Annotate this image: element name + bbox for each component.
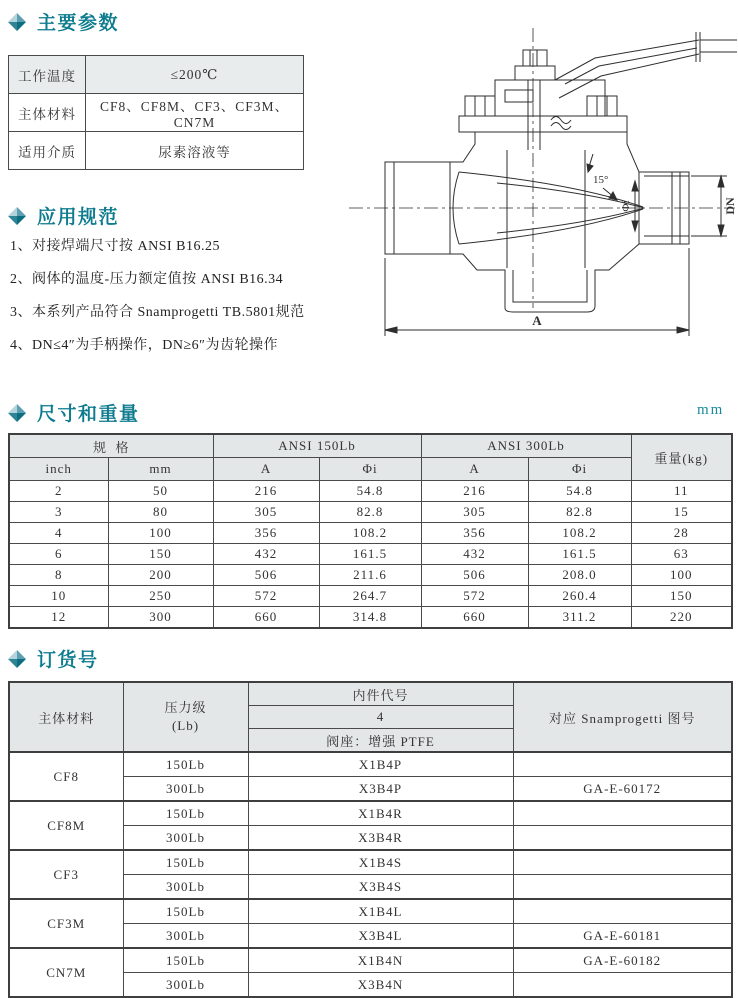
dim-cell: 100 [631,565,732,586]
order-ga-cell [513,973,732,998]
dim-cell: 432 [213,544,319,565]
order-row [9,948,732,973]
ord-header-pressure-line1: 压力级 [164,700,207,716]
section-diamond-icon [8,650,26,668]
param-value: 尿素溶液等 [86,132,304,170]
dim-cell: 8 [9,565,108,586]
order-pressure-cell: 150Lb [123,850,248,875]
dim-cell: 572 [213,586,319,607]
order-pressure-cell: 300Lb [123,924,248,949]
dim-cell: 660 [421,607,528,629]
dim-cell: 63 [631,544,732,565]
dim-cell: 216 [421,481,528,502]
dim-cell: 250 [108,586,213,607]
order-code-cell: X1B4S [248,850,513,875]
order-pressure-cell: 150Lb [123,899,248,924]
dim-cell: 216 [213,481,319,502]
section-header-specs [8,202,119,229]
dim-cell: 432 [421,544,528,565]
dim-row [9,544,732,565]
dim-cell: 12 [9,607,108,629]
dim-cell: 356 [213,523,319,544]
spec-item: 4、DN≤4″为手柄操作，DN≥6″为齿轮操作 [10,338,278,353]
section-title-dimensions: 尺寸和重量 [37,404,140,425]
dim-cell: 3 [9,502,108,523]
dim-cell: 54.8 [319,481,421,502]
section-title-ordering: 订货号 [37,650,99,671]
dim-row [9,502,732,523]
dim-cell: 506 [421,565,528,586]
dim-cell: 260.4 [528,586,631,607]
ord-header-trim-seat: 阀座：增强 PTFE [248,729,513,753]
dim-cell: 15 [631,502,732,523]
dim-cell: 6 [9,544,108,565]
dim-cell: 305 [421,502,528,523]
dim-subheader-row [9,458,732,481]
order-ga-cell [513,801,732,826]
order-code-cell: X3B4S [248,875,513,900]
order-ga-cell: GA-E-60182 [513,948,732,973]
order-material-cell: CF8 [9,752,123,801]
dim-cell: 161.5 [319,544,421,565]
drawing-dn-label: DN [723,197,737,215]
dim-cell: 82.8 [528,502,631,523]
dim-subheader: mm [108,458,213,481]
dim-cell: 200 [108,565,213,586]
dim-row [9,523,732,544]
ord-header-row [9,682,732,706]
dim-cell: 311.2 [528,607,631,629]
dim-cell: 161.5 [528,544,631,565]
dim-cell: 11 [631,481,732,502]
ord-header-pressure-line2: (Lb) [171,718,200,733]
dim-cell: 28 [631,523,732,544]
order-pressure-cell: 300Lb [123,826,248,851]
dim-cell: 211.6 [319,565,421,586]
drawing-bore-label: Φi [620,200,632,212]
param-label: 主体材料 [9,94,86,132]
order-code-cell: X3B4L [248,924,513,949]
order-code-cell: X3B4P [248,777,513,802]
spec-item: 3、本系列产品符合 Snamprogetti TB.5801规范 [10,305,305,320]
dim-cell: 264.7 [319,586,421,607]
section-diamond-icon [8,404,26,422]
order-pressure-cell: 150Lb [123,752,248,777]
dim-subheader: Φi [528,458,631,481]
dim-subheader: A [421,458,528,481]
order-row [9,752,732,777]
param-value: ≤200℃ [86,56,304,94]
dim-cell: 660 [213,607,319,629]
ord-header-trim-title: 内件代号 [248,682,513,706]
dim-header-ansi300: ANSI 300Lb [421,434,631,458]
order-pressure-cell: 150Lb [123,801,248,826]
spec-list [10,235,305,367]
section-header-params [8,8,119,35]
dim-cell: 305 [213,502,319,523]
dim-cell: 108.2 [528,523,631,544]
order-code-cell: X3B4R [248,826,513,851]
dim-cell: 82.8 [319,502,421,523]
dimensions-table-body [9,481,732,629]
dim-cell: 314.8 [319,607,421,629]
dim-row [9,586,732,607]
order-ga-cell: GA-E-60172 [513,777,732,802]
ordering-table [8,681,733,998]
spec-item: 1、对接焊端尺寸按 ANSI B16.25 [10,239,221,254]
dim-cell: 100 [108,523,213,544]
dim-cell: 4 [9,523,108,544]
dim-header-row [9,434,732,458]
dim-cell: 150 [108,544,213,565]
order-ga-cell [513,752,732,777]
dim-header-spec: 规 格 [9,434,213,458]
order-pressure-cell: 300Lb [123,777,248,802]
params-row [9,94,304,132]
dim-cell: 220 [631,607,732,629]
dim-subheader: inch [9,458,108,481]
order-ga-cell: GA-E-60181 [513,924,732,949]
dim-cell: 506 [213,565,319,586]
dim-cell: 150 [631,586,732,607]
order-code-cell: X1B4N [248,948,513,973]
order-pressure-cell: 300Lb [123,875,248,900]
dim-cell: 300 [108,607,213,629]
order-code-cell: X1B4R [248,801,513,826]
dimensions-unit-label: mm [697,402,725,418]
order-pressure-cell: 150Lb [123,948,248,973]
dimensions-table [8,433,733,629]
ord-header-material: 主体材料 [9,682,123,752]
dim-header-weight: 重量(kg) [631,434,732,481]
drawing-angle-label: 15° [593,174,609,186]
section-header-ordering [8,645,99,672]
valve-drawing [347,20,737,357]
dim-cell: 208.0 [528,565,631,586]
order-material-cell: CN7M [9,948,123,997]
dim-cell: 108.2 [319,523,421,544]
drawing-length-label: A [532,313,542,328]
section-title-params: 主要参数 [37,13,120,34]
order-code-cell: X1B4P [248,752,513,777]
order-code-cell: X1B4L [248,899,513,924]
order-ga-cell [513,826,732,851]
dim-cell: 54.8 [528,481,631,502]
order-ga-cell [513,850,732,875]
dim-subheader: A [213,458,319,481]
params-row [9,132,304,170]
order-row [9,801,732,826]
ord-header-pressure [123,682,248,752]
order-ga-cell [513,875,732,900]
order-ga-cell [513,899,732,924]
dim-cell: 2 [9,481,108,502]
section-diamond-icon [8,13,26,31]
order-pressure-cell: 300Lb [123,973,248,998]
dim-cell: 572 [421,586,528,607]
dim-cell: 356 [421,523,528,544]
order-code-cell: X3B4N [248,973,513,998]
dim-row [9,607,732,629]
ord-header-trim-code: 4 [248,706,513,729]
params-row [9,56,304,94]
dim-cell: 80 [108,502,213,523]
section-diamond-icon [8,207,26,225]
section-header-dimensions [8,399,140,426]
params-table [8,55,304,170]
param-label: 工作温度 [9,56,86,94]
order-material-cell: CF3M [9,899,123,948]
order-row [9,850,732,875]
ordering-table-body [9,752,732,997]
dim-row [9,565,732,586]
dim-row [9,481,732,502]
param-label: 适用介质 [9,132,86,170]
dim-cell: 10 [9,586,108,607]
spec-item: 2、阀体的温度-压力额定值按 ANSI B16.34 [10,272,284,287]
order-row [9,899,732,924]
dim-header-ansi150: ANSI 150Lb [213,434,421,458]
order-material-cell: CF8M [9,801,123,850]
dim-subheader: Φi [319,458,421,481]
section-title-specs: 应用规范 [37,207,120,228]
ord-header-drawing-no: 对应 Snamprogetti 图号 [513,682,732,752]
param-value: CF8、CF8M、CF3、CF3M、CN7M [86,94,304,132]
dim-cell: 50 [108,481,213,502]
order-material-cell: CF3 [9,850,123,899]
